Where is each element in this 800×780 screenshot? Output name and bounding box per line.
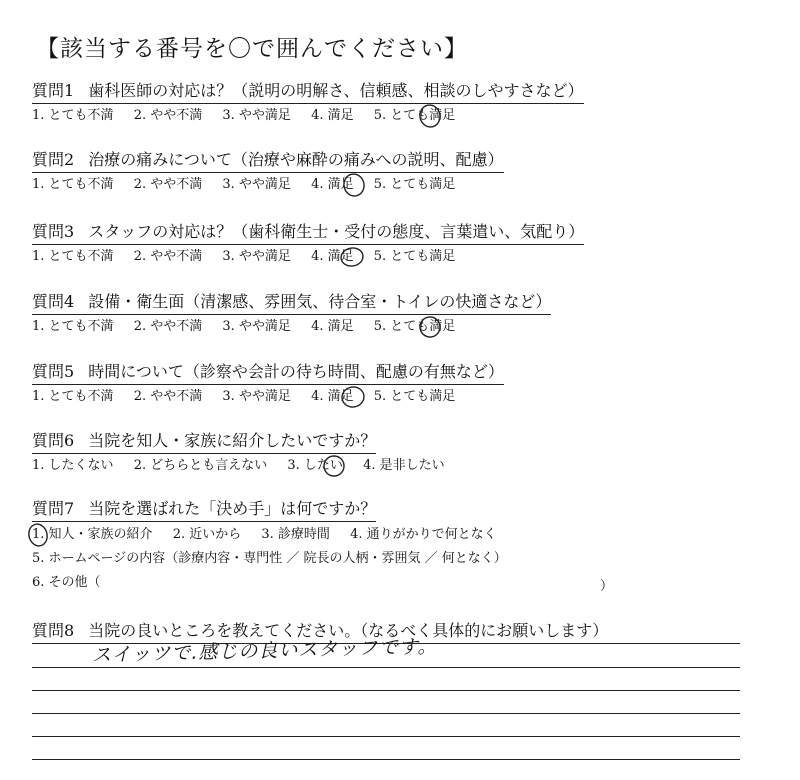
page-title: 【該当する番号を〇で囲んでください】 xyxy=(36,36,468,62)
question-5-options xyxy=(32,388,471,406)
q7-option-6[interactable]: 6. その他（ xyxy=(32,575,101,590)
q5-option-1[interactable]: 1. とても不満 xyxy=(32,389,114,404)
q3-option-5[interactable]: 5. とても満足 xyxy=(373,249,456,264)
question-6-number: 質問6 xyxy=(32,431,75,450)
question-1-text: 歯科医師の対応は？（説明の明解さ、信頼感、相談のしやすさなど） xyxy=(88,81,584,100)
question-4-number: 質問4 xyxy=(32,292,75,311)
q5-option-3[interactable]: 3. やや満足 xyxy=(222,389,291,404)
question-5-text: 時間について（診察や会計の待ち時間、配慮の有無など） xyxy=(88,362,504,381)
question-5-number: 質問5 xyxy=(32,362,75,381)
question-3 xyxy=(32,221,584,245)
question-4-options xyxy=(32,318,471,336)
question-3-text: スタッフの対応は？（歯科衛生士・受付の態度、言葉遣い、気配り） xyxy=(88,222,585,241)
question-7-text: 当院を選ばれた「決め手」は何ですか？ xyxy=(88,499,377,518)
question-8-text: 当院の良いところを教えてください。（なるべく具体的にお願いします） xyxy=(88,621,609,640)
q7-option-5[interactable]: 5. ホームページの内容（診療内容・専門性 ／ 院長の人柄・雰囲気 ／ 何となく） xyxy=(32,551,507,566)
q2-option-2[interactable]: 2. やや不満 xyxy=(133,177,203,192)
question-7-number: 質問7 xyxy=(32,499,75,518)
q1-option-3[interactable]: 3. やや満足 xyxy=(222,108,291,123)
question-2-text: 治療の痛みについて（治療や麻酔の痛みへの説明、配慮） xyxy=(88,150,504,169)
question-6-text: 当院を知人・家族に紹介したいですか？ xyxy=(88,431,377,450)
q7-option-2[interactable]: 2. 近いから xyxy=(172,527,242,542)
q7-option-3[interactable]: 3. 診療時間 xyxy=(261,527,330,542)
answer-line-5 xyxy=(32,736,740,737)
q4-option-5[interactable]: 5. とても満足 xyxy=(373,319,456,334)
q1-option-2[interactable]: 2. やや不満 xyxy=(133,108,203,123)
question-6-options xyxy=(32,457,461,475)
question-2 xyxy=(32,149,504,173)
q4-option-2[interactable]: 2. やや不満 xyxy=(133,319,203,334)
question-4-text: 設備・衛生面（清潔感、雰囲気、待合室・トイレの快適さなど） xyxy=(88,292,552,311)
question-2-number: 質問2 xyxy=(32,150,75,169)
q6-option-4[interactable]: 4. 是非したい xyxy=(363,458,445,473)
q2-option-1[interactable]: 1. とても不満 xyxy=(32,177,114,192)
q4-option-1[interactable]: 1. とても不満 xyxy=(32,319,114,334)
q6-option-1[interactable]: 1. したくない xyxy=(32,458,114,473)
answer-line-3 xyxy=(32,690,740,691)
q6-option-3[interactable]: 3. したい xyxy=(287,458,343,473)
q2-option-3[interactable]: 3. やや満足 xyxy=(222,177,291,192)
q5-option-2[interactable]: 2. やや不満 xyxy=(133,389,203,404)
question-2-options xyxy=(32,176,471,194)
question-1-number: 質問1 xyxy=(32,81,75,100)
q1-option-5[interactable]: 5. とても満足 xyxy=(373,108,456,123)
question-4 xyxy=(32,291,551,315)
q7-option-1[interactable]: 1. 知人・家族の紹介 xyxy=(32,527,153,542)
q2-option-4[interactable]: 4. 満足 xyxy=(311,177,354,192)
q3-option-3[interactable]: 3. やや満足 xyxy=(222,249,291,264)
question-6 xyxy=(32,430,376,454)
question-3-options xyxy=(32,248,471,266)
answer-line-6 xyxy=(32,759,740,760)
q5-option-5[interactable]: 5. とても満足 xyxy=(373,389,456,404)
question-1 xyxy=(32,80,584,104)
q7-option-4[interactable]: 4. 通りがかりで何となく xyxy=(350,527,497,542)
q4-option-3[interactable]: 3. やや満足 xyxy=(222,319,291,334)
q3-option-4[interactable]: 4. 満足 xyxy=(311,249,354,264)
q1-option-1[interactable]: 1. とても不満 xyxy=(32,108,114,123)
q7-option-6-close-paren: ） xyxy=(600,579,614,594)
question-3-number: 質問3 xyxy=(32,222,75,241)
question-8-number: 質問8 xyxy=(32,621,75,640)
q4-option-4[interactable]: 4. 満足 xyxy=(311,319,354,334)
q5-option-4[interactable]: 4. 満足 xyxy=(311,389,354,404)
answer-line-2 xyxy=(32,667,740,668)
handwritten-answer: スイッツで.感じの良いスタッフです。 xyxy=(91,635,438,667)
question-7 xyxy=(32,498,376,522)
q3-option-2[interactable]: 2. やや不満 xyxy=(133,249,203,264)
q2-option-5[interactable]: 5. とても満足 xyxy=(373,177,456,192)
q1-option-4[interactable]: 4. 満足 xyxy=(311,108,354,123)
answer-line-4 xyxy=(32,713,740,714)
question-5 xyxy=(32,361,504,385)
question-1-options xyxy=(32,107,471,125)
question-7-options-row-1 xyxy=(32,526,513,544)
q3-option-1[interactable]: 1. とても不満 xyxy=(32,249,114,264)
q6-option-2[interactable]: 2. どちらとも言えない xyxy=(133,458,268,473)
